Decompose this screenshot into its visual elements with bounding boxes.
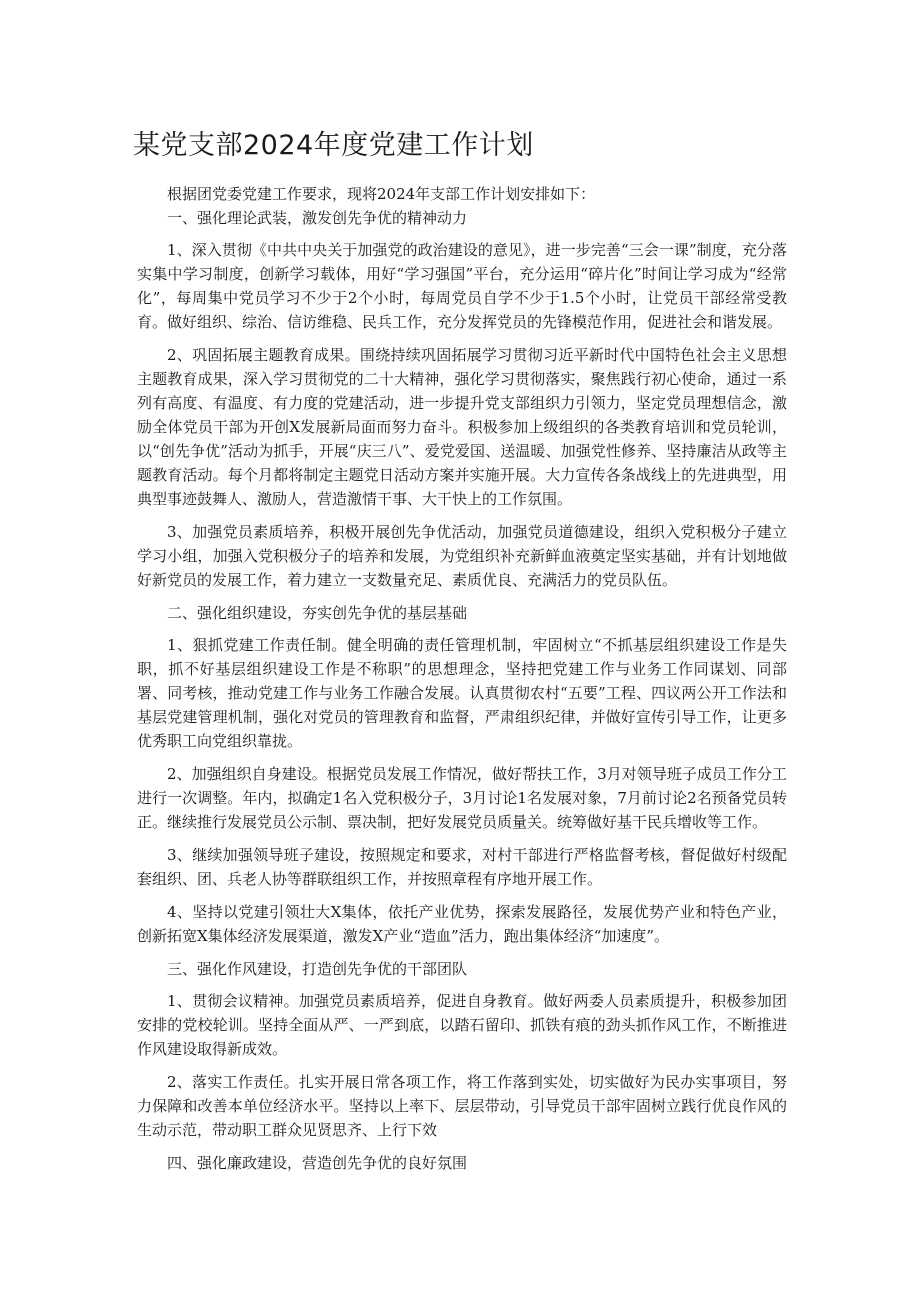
document-body bbox=[137, 182, 787, 1183]
body-paragraph: 2、加强组织自身建设。根据党员发展工作情况，做好帮扶工作，3月对领导班子成员工作分工进行一次调整。年内，拟确定1名入党积极分子，3月讨论1名发展对象，7月前讨论2名预备党员转正。继续推行发展党员公示制、票决制，把好发展党员质量关。统筹做好基干民兵增收等工作。 bbox=[137, 765, 787, 831]
body-paragraph: 3、加强党员素质培养，积极开展创先争优活动，加强党员道德建设，组织入党积极分子建立学习小组，加强入党积极分子的培养和发展，为党组织补充新鲜血液奠定坚实基础，并有计划地做好新党员的发展工作，着力建立一支数量充足、素质优良、充满活力的党员队伍。 bbox=[137, 523, 787, 589]
body-paragraph: 4、坚持以党建引领壮大X集体，依托产业优势，探索发展路径，发展优势产业和特色产业，创新拓宽X集体经济发展渠道，激发X产业“造血”活力，跑出集体经济“加速度”。 bbox=[137, 903, 787, 945]
section-heading: 四、强化廉政建设，营造创先争优的良好氛围 bbox=[167, 1154, 468, 1172]
body-paragraph: 1、深入贯彻《中共中央关于加强党的政治建设的意见》，进一步完善“三会一课”制度，充分落实集中学习制度，创新学习载体，用好“学习强国”平台，充分运用“碎片化”时间让学习成为“经常化”，每周集中党员学习不少于2个小时，每周党员自学不少于1.5个小时，让党员干部经常受教育。做好组织、综治、信访维稳、民兵工作，充分发挥党员的先锋模范作用，促进社会和谐发展。 bbox=[137, 241, 787, 331]
body-paragraph: 1、狠抓党建工作责任制。健全明确的责任管理机制，牢固树立“不抓基层组织建设工作是失职，抓不好基层组织建设工作是不称职”的思想理念，坚持把党建工作与业务工作同谋划、同部署、同考核，推动党建工作与业务工作融合发展。认真贯彻农村“五要”工程、四议两公开工作法和基层党建管理机制，强化对党员的管理教育和监督，严肃组织纪律，并做好宣传引导工作，让更多优秀职工向党组织靠拢。 bbox=[137, 636, 787, 750]
section-heading: 二、强化组织建设，夯实创先争优的基层基础 bbox=[167, 604, 468, 622]
body-paragraph: 3、继续加强领导班子建设，按照规定和要求，对村干部进行严格监督考核，督促做好村级配套组织、团、兵老人协等群联组织工作，并按照章程有序地开展工作。 bbox=[137, 846, 787, 888]
intro-paragraph: 根据团党委党建工作要求，现将2024年支部工作计划安排如下： bbox=[167, 185, 596, 203]
body-paragraph: 1、贯彻会议精神。加强党员素质培养，促进自身教育。做好两委人员素质提升，积极参加团安排的党校轮训。坚持全面从严、一严到底，以踏石留印、抓铁有痕的劲头抓作风工作，不断推进作风建设取得新成效。 bbox=[137, 992, 787, 1058]
document-title: 某党支部2024年度党建工作计划 bbox=[133, 130, 534, 161]
section-heading: 一、强化理论武装，激发创先争优的精神动力 bbox=[167, 209, 468, 227]
body-paragraph: 2、落实工作责任。扎实开展日常各项工作，将工作落到实处，切实做好为民办实事项目，努力保障和改善本单位经济水平。坚持以上率下、层层带动，引导党员干部牢固树立践行优良作风的生动示范，带动职工群众见贤思齐、上行下效 bbox=[137, 1073, 787, 1139]
body-paragraph: 2、巩固拓展主题教育成果。围绕持续巩固拓展学习贯彻习近平新时代中国特色社会主义思想主题教育成果，深入学习贯彻党的二十大精神，强化学习贯彻落实，聚焦践行初心使命，通过一系列有高度、有温度、有力度的党建活动，进一步提升党支部组织力引领力，坚定党员理想信念，激励全体党员干部为开创X发展新局面而努力奋斗。积极参加上级组织的各类教育培训和党员轮训，以“创先争优”活动为抓手，开展“庆三八”、爱党爱国、送温暖、加强党性修养、坚持廉洁从政等主题教育活动。每个月都将制定主题党日活动方案并实施开展。大力宣传各条战线上的先进典型，用典型事迹鼓舞人、激励人，营造激情干事、大干快上的工作氛围。 bbox=[137, 346, 787, 508]
section-heading: 三、强化作风建设，打造创先争优的干部团队 bbox=[167, 960, 468, 978]
